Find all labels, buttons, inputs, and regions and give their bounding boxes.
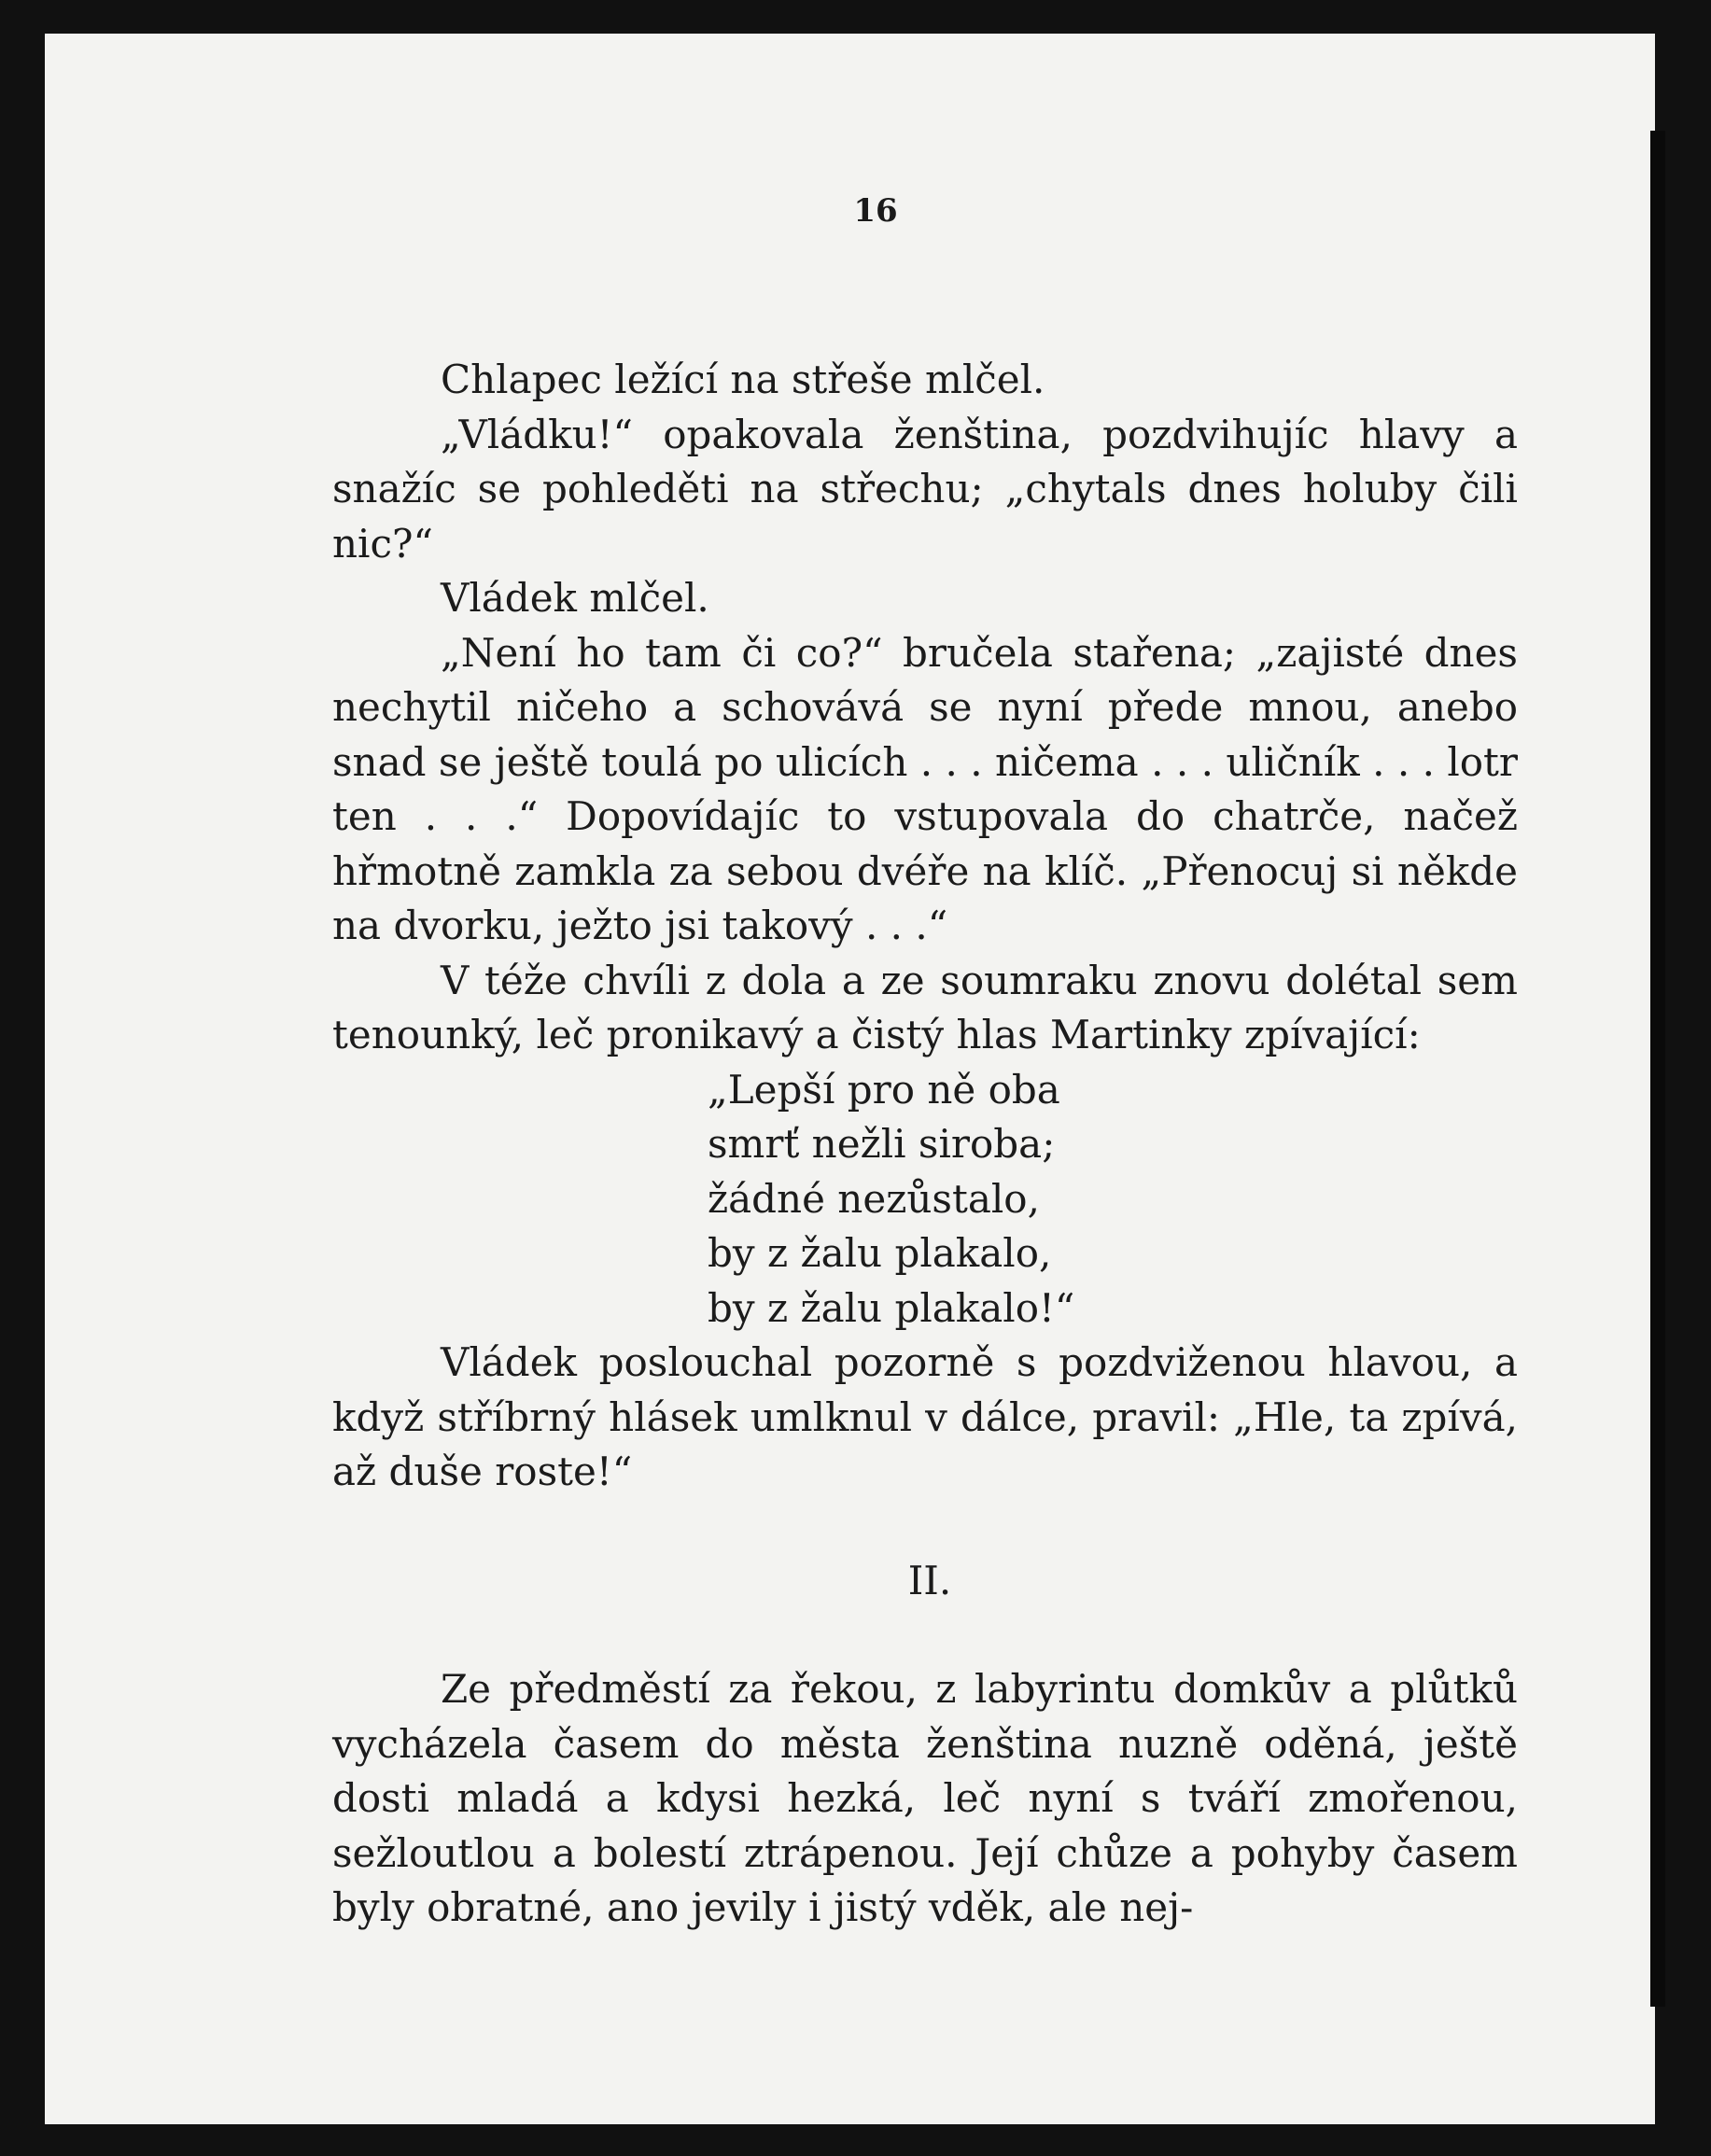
song-verse xyxy=(332,1063,1518,1337)
paragraph: V téže chvíli z dola a ze soumraku znovu dolétal sem tenounký, leč pronikavý a čistý hlas Martinky zpívající: xyxy=(332,957,1518,1057)
paragraph: „Vládku!“ opakovala ženština, pozdvihujíc hlavy a snažíc se pohleděti na střechu; „chytals dnes holuby čili nic?“ xyxy=(332,411,1518,567)
paragraph: Vládek poslouchal pozorně s pozdviženou hlavou, a když stříbrný hlásek umlknul v dálce, pravil: „Hle, ta zpívá, až duše roste!“ xyxy=(332,1339,1518,1494)
page-text xyxy=(332,353,1518,1936)
paragraph: „Není ho tam či co?“ bručela stařena; „zajisté dnes nechytil ničeho a schovává se nyní přede mnou, anebo snad se ještě toulá po ulicích . . . ničema . . . uličník . . . lotr ten . . .“ Dopovídajíc to vstupovala do chatrče, načež hřmotně zamkla za sebou dvéře na klíč. „Přenocuj si někde na dvorku, ježto jsi takový . . .“ xyxy=(332,629,1518,948)
verse-line: žádné nezůstalo, xyxy=(708,1175,1040,1222)
verse-line: by z žalu plakalo, xyxy=(708,1230,1052,1276)
book-page xyxy=(45,34,1655,2124)
section-heading: II. xyxy=(907,1557,952,1603)
paragraph: Vládek mlčel. xyxy=(441,575,709,621)
verse-line: „Lepší pro ně oba xyxy=(708,1066,1060,1113)
paragraph: Chlapec ležící na střeše mlčel. xyxy=(441,357,1045,402)
verse-line: smrť nežli siroba; xyxy=(708,1121,1056,1167)
page-number: 16 xyxy=(853,192,898,230)
paragraph: Ze předměstí za řekou, z labyrintu domkův a plůtků vycházela časem do města ženština nuzně oděná, ještě dosti mladá a kdysi hezká, leč nyní s tváří zmořenou, sežloutlou a bolestí ztrápenou. Její chůze a pohyby časem byly obratné, ano jevily i jistý vděk, ale nej- xyxy=(332,1666,1518,1930)
book-spine-shadow xyxy=(1650,131,1665,2007)
verse-line: by z žalu plakalo!“ xyxy=(708,1284,1075,1331)
